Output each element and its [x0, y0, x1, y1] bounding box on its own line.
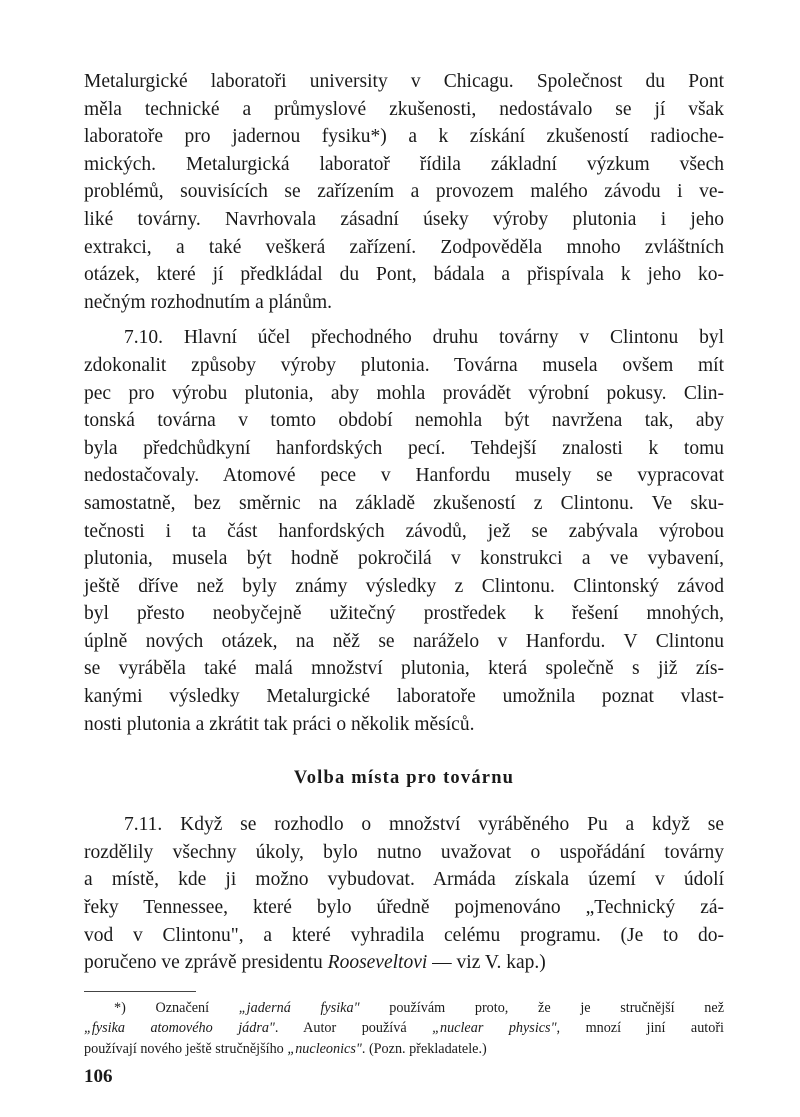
text-line — [84, 949, 724, 977]
text-line: kanými výsledky Metalurgické laboratoře umožnila poznat vlast- — [84, 686, 724, 708]
paragraph-7-11 — [84, 811, 724, 977]
italic-term: „jaderná fysika" — [238, 999, 360, 1016]
text-line: a místě, kde ji možno vybudovat. Armáda získala území v údolí — [84, 869, 724, 891]
footnote-divider — [84, 991, 196, 992]
text-span: poručeno ve zprávě presidentu — [84, 952, 328, 974]
text-line: mických. Metalurgická laboratoř řídila základní výzkum všech — [84, 153, 724, 175]
text-line: rozdělily všechny úkoly, bylo nutno uvažovat o uspořádání továrny — [84, 841, 724, 863]
text-span: . (Pozn. překladatele.) — [361, 1040, 487, 1057]
text-line: nečným rozhodnutím a plánům. — [84, 291, 333, 313]
text-line: nosti plutonia a zkrátit tak práci o několik měsíců. — [84, 713, 475, 735]
page-number: 106 — [84, 1066, 113, 1087]
text-line: problémů, souvisících se zařízením a provozem malého závodu i ve- — [84, 181, 724, 203]
italic-name: Rooseveltovi — [327, 952, 428, 974]
text-line: zdokonalit způsoby výroby plutonia. Továrna musela ovšem mít — [84, 354, 724, 376]
text-line: ještě dříve než byly známy výsledky z Clintonu. Clintonský závod — [84, 575, 724, 597]
text-line: Metalurgické laboratoři university v Chicagu. Společnost du Pont — [84, 71, 724, 92]
text-line: extrakci, a také veškerá zařízení. Zodpověděla mnoho zvláštních — [84, 236, 724, 258]
footnote-line — [84, 1018, 724, 1039]
text-line: 7.10. Hlavní účel přechodného druhu továrny v Clintonu byl — [124, 327, 724, 349]
text-line: otázek, které jí předkládal du Pont, bádala a přispívala k jeho ko- — [84, 264, 724, 286]
page-body — [84, 68, 724, 1059]
text-span: . Autor používá — [274, 1020, 433, 1037]
italic-term: „nuclear physics" — [432, 1020, 557, 1037]
text-line: měla technické a průmyslové zkušenosti, nedostávalo se jí však — [84, 98, 724, 120]
text-line: tonská továrna v tomto období nemohla být navržena tak, aby — [84, 410, 724, 432]
text-span: — viz V. kap.) — [427, 952, 546, 974]
text-span: používám proto, že je stručnější než — [359, 999, 724, 1016]
text-line: liké továrny. Navrhovala zásadní úseky výroby plutonia i jeho — [84, 208, 724, 230]
text-line: pec pro výrobu plutonia, aby mohla provádět výrobní pokusy. Clin- — [84, 382, 724, 404]
text-line: byla předchůdkyní hanfordských pecí. Tehdejší znalosti k tomu — [84, 437, 724, 459]
paragraph-7-10 — [84, 324, 724, 738]
text-span: *) Označení — [114, 999, 239, 1016]
footnote — [84, 998, 724, 1060]
text-line: řeky Tennessee, které bylo úředně pojmenováno „Technický zá- — [84, 897, 724, 919]
text-line: 7.11. Když se rozhodlo o množství vyráběného Pu a když se — [124, 814, 724, 836]
text-span: , mnozí jiní autoři — [556, 1020, 724, 1037]
text-line: úplně nových otázek, na něž se naráželo v Hanfordu. V Clintonu — [84, 630, 724, 652]
text-line: byl přesto neobyčejně užitečný prostředek k řešení mnohých, — [84, 603, 724, 625]
paragraph-1 — [84, 68, 724, 316]
text-line: samostatně, bez směrnic na základě zkušeností z Clintonu. Ve sku- — [84, 492, 724, 514]
footnote-line — [84, 998, 724, 1019]
italic-term: „fysika atomového jádra" — [84, 1020, 275, 1037]
text-span: používají nového ještě stručnějšího — [84, 1040, 288, 1057]
text-line: plutonia, musela být hodně pokročilá v konstrukci a ve vybavení, — [84, 548, 724, 570]
text-line: nedostačovaly. Atomové pece v Hanfordu musely se vypracovat — [84, 465, 724, 487]
text-line: vod v Clintonu", a které vyhradila celému programu. (Je to do- — [84, 924, 724, 946]
footnote-line — [84, 1039, 724, 1060]
italic-term: „nucleonics" — [287, 1040, 362, 1057]
text-line: tečnosti i ta část hanfordských závodů, jež se zabývala výrobou — [84, 520, 724, 542]
text-line: laboratoře pro jadernou fysiku*) a k získání zkušeností radioche- — [84, 126, 724, 148]
section-heading: Volba místa pro továrnu — [293, 768, 515, 789]
text-line: se vyráběla také malá množství plutonia, která společně s již zís- — [84, 658, 724, 680]
